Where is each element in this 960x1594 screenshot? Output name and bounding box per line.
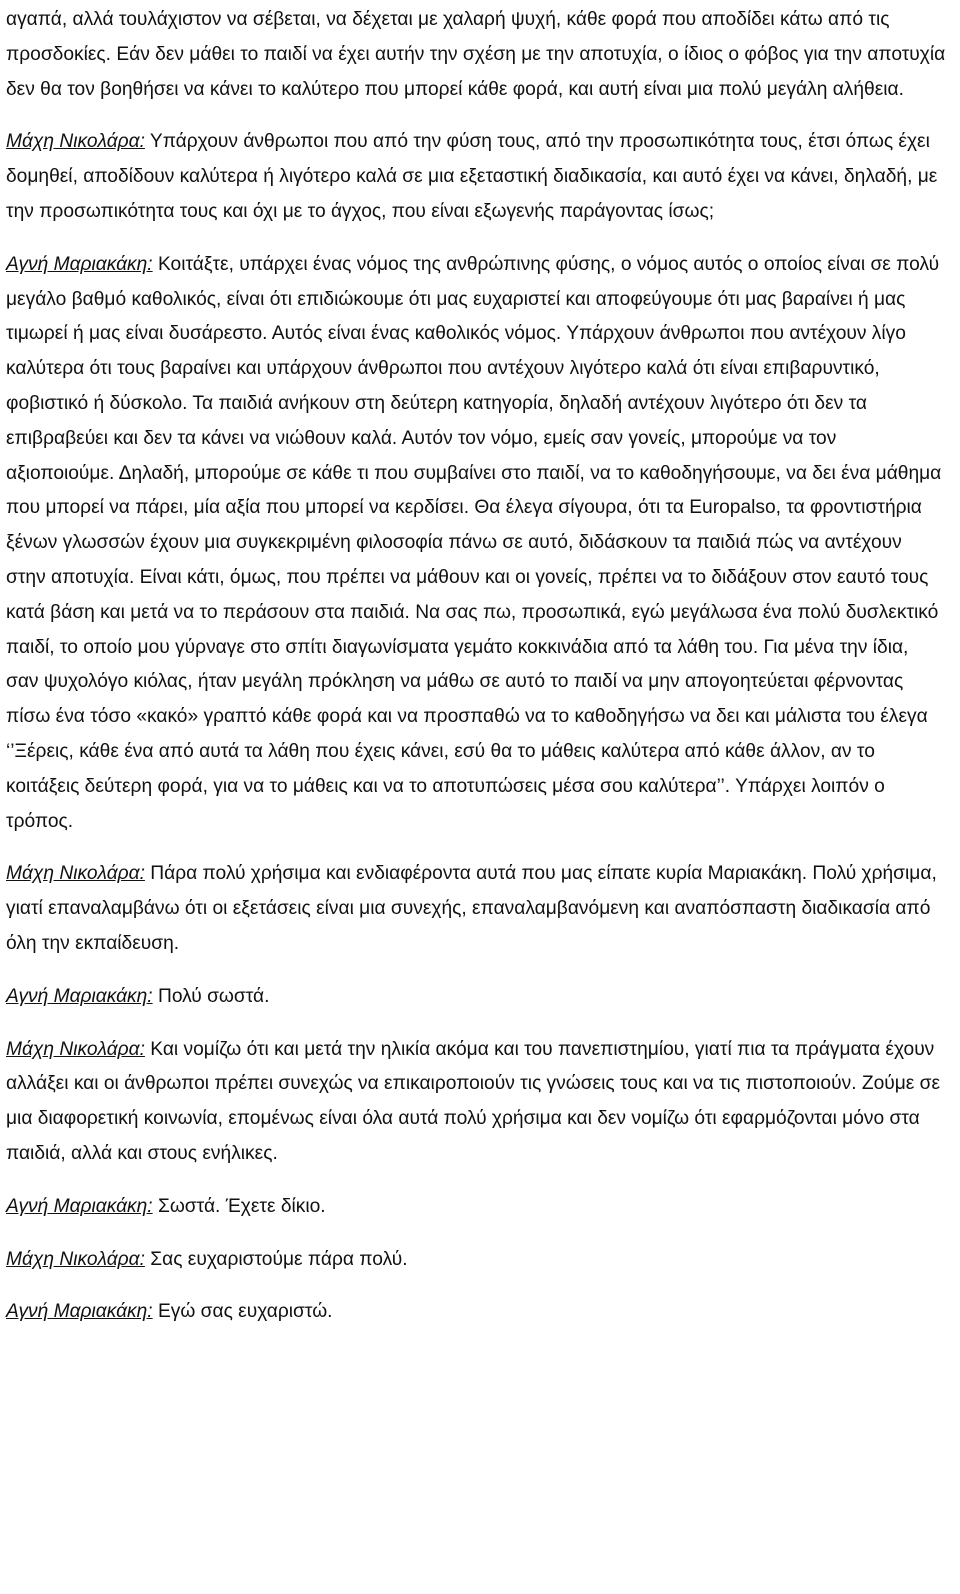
paragraph-text: Πάρα πολύ χρήσιμα και ενδιαφέροντα αυτά που μας είπατε κυρία Μαριακάκη. Πολύ χρήσιμα, γιατί επαναλαμβάνω ότι οι εξετάσεις είναι μια συνεχής, επαναλαμβανόμενη και αναπόσπαστη διαδικασία από όλη την εκπαίδευση. bbox=[6, 863, 937, 954]
paragraph-nikolara-question bbox=[6, 125, 946, 229]
paragraph-text: Πολύ σωστά. bbox=[152, 985, 270, 1007]
document-body bbox=[6, 0, 946, 1330]
speaker-name: Μάχη Νικολάρα: bbox=[6, 131, 145, 153]
paragraph-text: Και νομίζω ότι και μετά την ηλικία ακόμα και του πανεπιστημίου, γιατί πια τα πράγματα έχουν αλλάξει και οι άνθρωποι πρέπει συνεχώς να επικαιροποιούν τις γνώσεις τους και να τις πιστοποιούν. Ζούμε σε μια διαφορετική κοινωνία, επομένως είναι όλα αυτά πολύ χρήσιμα και δεν νομίζω ότι εφαρμόζονται μόνο στα παιδιά, αλλά και στους ενήλικες. bbox=[6, 1038, 941, 1164]
paragraph-mariakaki-short-2 bbox=[6, 1190, 946, 1225]
paragraph-intro-continuation bbox=[6, 0, 946, 107]
speaker-name: Μάχη Νικολάρα: bbox=[6, 1038, 145, 1060]
speaker-name: Μάχη Νικολάρα: bbox=[6, 863, 145, 885]
paragraph-text: αγαπά, αλλά τουλάχιστον να σέβεται, να δέχεται με χαλαρή ψυχή, κάθε φορά που αποδίδει κάτω από τις προσδοκίες. Εάν δεν μάθει το παιδί να έχει αυτήν την σχέση με την αποτυχία, ο ίδιος ο φόβος για την αποτυχία δεν θα τον βοηθήσει να κάνει το καλύτερο που μπορεί κάθε φορά, και αυτή είναι μια πολύ μεγάλη αλήθεια. bbox=[6, 9, 946, 100]
speaker-name: Αγνή Μαριακάκη: bbox=[6, 985, 153, 1007]
paragraph-mariakaki-thanks bbox=[6, 1295, 946, 1330]
speaker-name: Αγνή Μαριακάκη: bbox=[6, 1195, 153, 1217]
paragraph-mariakaki-short-1 bbox=[6, 980, 946, 1015]
paragraph-nikolara-thanks bbox=[6, 1243, 946, 1278]
speaker-name: Μάχη Νικολάρα: bbox=[6, 1248, 145, 1270]
paragraph-text: Υπάρχουν άνθρωποι που από την φύση τους, από την προσωπικότητα τους, έτσι όπως έχει δομηθεί, αποδίδουν καλύτερα ή λιγότερο καλά σε μια εξεταστική διαδικασία, και αυτό έχει να κάνει, δηλαδή, με την προσωπικότητα τους και όχι με το άγχος, που είναι εξωγενής παράγοντας ίσως; bbox=[6, 131, 938, 222]
paragraph-text: Σωστά. Έχετε δίκιο. bbox=[152, 1195, 326, 1217]
paragraph-nikolara-comment bbox=[6, 857, 946, 961]
speaker-name: Αγνή Μαριακάκη: bbox=[6, 253, 153, 275]
paragraph-nikolara-adults bbox=[6, 1033, 946, 1172]
paragraph-text: Εγώ σας ευχαριστώ. bbox=[152, 1301, 333, 1323]
speaker-name: Αγνή Μαριακάκη: bbox=[6, 1301, 153, 1323]
paragraph-mariakaki-answer bbox=[6, 248, 946, 840]
paragraph-text: Κοιτάξτε, υπάρχει ένας νόμος της ανθρώπινης φύσης, ο νόμος αυτός ο οποίος είναι σε πολύ μεγάλο βαθμό καθολικός, είναι ότι επιδιώκουμε ότι μας ευχαριστεί και αποφεύγουμε ότι μας βαραίνει ή μας τιμωρεί ή μας είναι δυσάρεστο. Αυτός είναι ένας καθολικός νόμος. Υπάρχουν άνθρωποι που αντέχουν λίγο καλύτερα ότι τους βαραίνει και υπάρχουν άνθρωποι που αντέχουν λιγότερο καλά ότι είναι επιβαρυντικό, φοβιστικό ή δύσκολο. Τα παιδιά ανήκουν στη δεύτερη κατηγορία, δηλαδή αντέχουν λιγότερο ότι δεν τα επιβραβεύει και δεν τα κάνει να νιώθουν καλά. Αυτόν τον νόμο, εμείς σαν γονείς, μπορούμε να τον αξιοποιούμε. Δηλαδή, μπορούμε σε κάθε τι που συμβαίνει στο παιδί, να το καθοδηγήσουμε, να δει ένα μάθημα που μπορεί να πάρει, μία αξία που μπορεί να κερδίσει. Θα έλεγα σίγουρα, ότι τα Europalso, τα φροντιστήρια ξένων γλωσσών έχουν μια συγκεκριμένη φιλοσοφία πάνω σε αυτό, διδάσκουν τα παιδιά πώς να αντέχουν στην αποτυχία. Είναι κάτι, όμως, που πρέπει να μάθουν και οι γονείς, πρέπει να το διδάξουν στον εαυτό τους κατά βάση και μετά να το περάσουν στα παιδιά. Να σας πω, προσωπικά, εγώ μεγάλωσα ένα πολύ δυσλεκτικό παιδί, το οποίο μου γύρναγε στο σπίτι διαγωνίσματα γεμάτο κοκκινάδια από τα λάθη του. Για μένα την ίδια, σαν ψυχολόγο κιόλας, ήταν μεγάλη πρόκληση να μάθω σε αυτό το παιδί να μην απογοητεύεται φέρνοντας πίσω ένα τόσο «κακό» γραπτό κάθε φορά και να προσπαθώ να το καθοδηγήσω να δει και μάλιστα του έλεγα ‘’Ξέρεις, κάθε ένα από αυτά τα λάθη που έχεις κάνει, εσύ θα το μάθεις καλύτερα από κάθε άλλον, αν το κοιτάξεις δεύτερη φορά, για να το μάθεις και να το αποτυπώσεις μέσα σου καλύτερα’’. Υπάρχει λοιπόν ο τρόπος. bbox=[6, 253, 942, 832]
paragraph-text: Σας ευχαριστούμε πάρα πολύ. bbox=[144, 1248, 408, 1270]
